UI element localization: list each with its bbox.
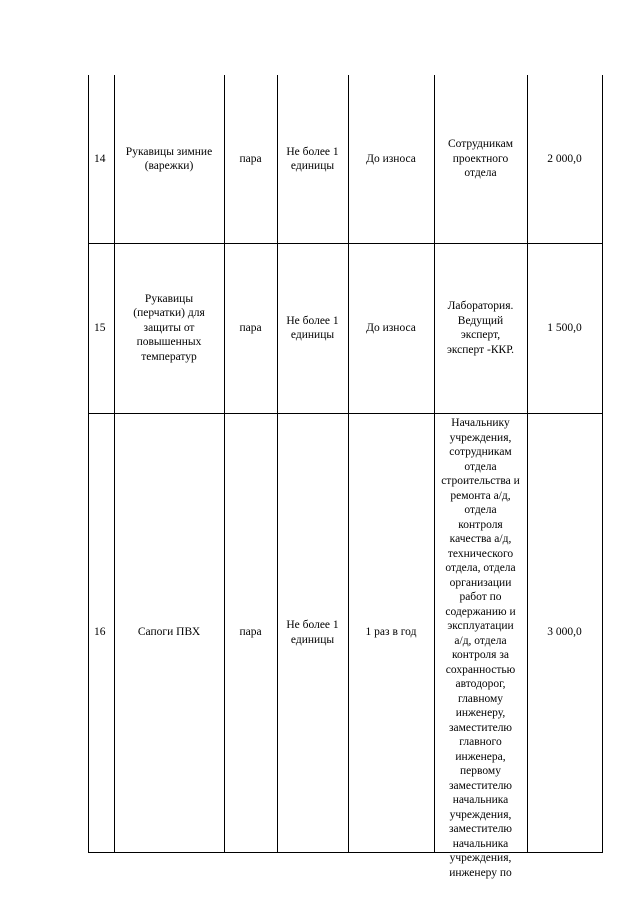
row-15-period: До износа — [366, 321, 416, 334]
row-15-unit: пара — [239, 321, 262, 334]
row-16-norm: Не более 1 единицы — [286, 619, 339, 646]
row-15-price: 1 500,0 — [547, 321, 582, 334]
row-14-norm: Не более 1 единицы — [286, 145, 339, 172]
table-border-bottom — [88, 852, 603, 853]
row-15-number: 15 — [94, 321, 106, 334]
row-14-number: 14 — [94, 152, 106, 165]
row-16-price: 3 000,0 — [547, 626, 582, 639]
row-16-unit: пара — [239, 626, 262, 639]
row-16-number: 16 — [94, 626, 106, 639]
row-14-price: 2 000,0 — [547, 152, 582, 165]
row-16-recipients: Начальнику учреждения, сотрудникам отдела строительства и ремонта а/д, отдела контроля качества а/д, технического отдела, отдела организации работ по содержанию и эксплуатации а/д, отдела контроля за сохранностью автодорог, главному инженеру, заместителю главного инженера, первому заместителю начальника учреждения, заместителю начальника учреждения, инженеру по — [441, 417, 520, 879]
row-14-unit: пара — [239, 152, 262, 165]
row-14-period: До износа — [366, 152, 416, 165]
row-14-recipients: Сотрудникам проектного отдела — [447, 138, 513, 180]
table-border-right — [602, 75, 603, 853]
row-15-norm: Не более 1 единицы — [286, 314, 339, 341]
row-14-item-name: Рукавицы зимние (варежки) — [125, 145, 213, 172]
row-16-period: 1 раз в год — [365, 626, 417, 639]
row-16-item-name: Сапоги ПВХ — [137, 626, 201, 639]
row-15-item-name: Рукавицы (перчатки) для защиты от повышенных температур — [133, 292, 205, 363]
row-15-recipients: Лаборатория. Ведущий эксперт, эксперт -ККР. — [446, 300, 515, 356]
